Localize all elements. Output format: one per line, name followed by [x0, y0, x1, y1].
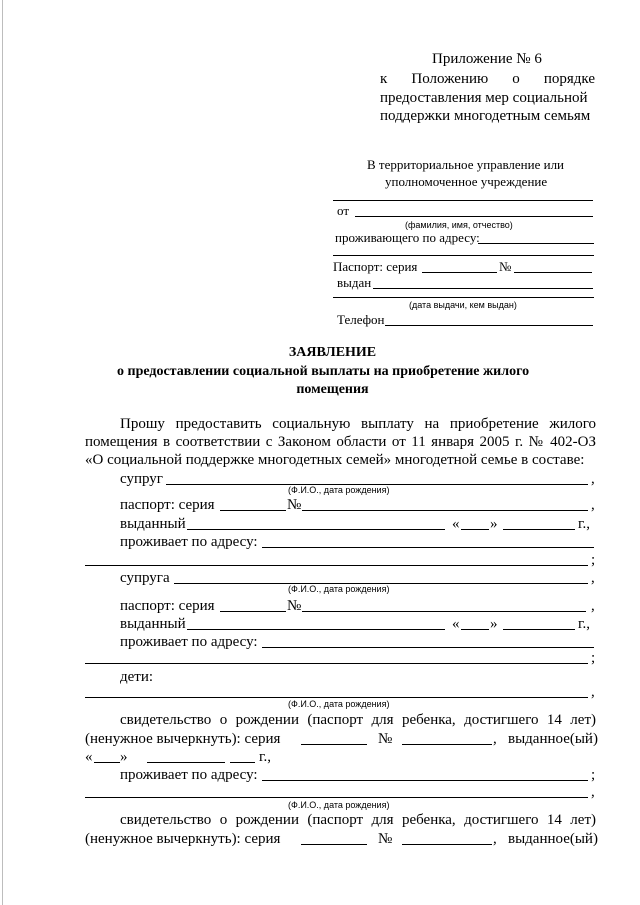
semicolon: ; [591, 552, 596, 568]
passport-number-line[interactable] [514, 272, 592, 273]
spouse-m-number-line[interactable] [302, 510, 588, 511]
address-label: проживающего по адресу: [335, 230, 480, 245]
child2-series-line[interactable] [301, 844, 367, 845]
comma: , [591, 684, 595, 700]
passport-issued-line2[interactable] [333, 297, 594, 298]
year-suffix: г., [578, 516, 590, 532]
child2-number-sign: № [378, 831, 393, 847]
spouse-f-series-line[interactable] [220, 611, 286, 612]
spouse-f-number-line[interactable] [302, 611, 586, 612]
comma: , [493, 831, 497, 847]
child-number-sign: № [378, 731, 393, 747]
spouse-m-series-line[interactable] [220, 510, 286, 511]
spouse-m-passport-label: паспорт: серия [120, 497, 215, 513]
quote-open: « [452, 516, 460, 532]
quote-open: « [85, 749, 93, 765]
spouse-f-issued-label: выданный [120, 616, 186, 632]
child-cert-line2: (ненужное вычеркнуть): серия [85, 731, 281, 747]
spouse-m-number-sign: № [287, 497, 302, 513]
comma: , [493, 731, 497, 747]
passport-number-sign: № [499, 259, 512, 274]
child2-hint: (Ф.И.О., дата рождения) [288, 800, 390, 810]
spouse-f-label: супруга [120, 570, 170, 586]
child-address-label: проживает по адресу: [120, 767, 258, 783]
spouse-f-day-line[interactable] [461, 629, 489, 630]
comma: , [591, 570, 595, 586]
recipient-blank-line[interactable] [333, 200, 593, 201]
child-year-line[interactable] [230, 762, 255, 763]
applicant-address-line[interactable] [478, 243, 594, 244]
document-subtitle-2: помещения [296, 382, 369, 397]
recipient-line2: уполномоченное учреждение [385, 174, 548, 189]
child2-number-line[interactable] [402, 844, 492, 845]
recipient-line1: В территориальное управление или [367, 157, 565, 172]
from-label: от [337, 203, 350, 218]
document-subtitle-1: о предоставлении социальной выплаты на приобретение жилого [117, 364, 530, 379]
appendix-line2: предоставления мер социальной [380, 90, 588, 106]
spouse-f-address-line2[interactable] [85, 663, 588, 664]
child-day-line[interactable] [94, 762, 120, 763]
child-hint: (Ф.И.О., дата рождения) [288, 699, 390, 709]
appendix-line1: к Положению о порядке [380, 71, 595, 87]
child-address-line[interactable] [262, 780, 588, 781]
children-label: дети: [120, 669, 154, 685]
spouse-f-number-sign: № [287, 598, 302, 614]
comma: , [591, 784, 595, 800]
applicant-fio-line[interactable] [355, 216, 593, 217]
comma: , [591, 497, 595, 513]
spouse-m-month-line[interactable] [503, 529, 575, 530]
child-number-line[interactable] [402, 744, 492, 745]
spouse-m-address-line2[interactable] [85, 565, 588, 566]
issue-hint: (дата выдачи, кем выдан) [409, 300, 517, 310]
child-month-line[interactable] [147, 762, 225, 763]
semicolon: ; [591, 650, 596, 666]
child2-cert-line2: (ненужное вычеркнуть): серия [85, 831, 281, 847]
child-fio-line[interactable] [85, 697, 588, 698]
spouse-m-address-label: проживает по адресу: [120, 534, 258, 550]
spouse-f-address-label: проживает по адресу: [120, 634, 258, 650]
spouse-f-hint: (Ф.И.О., дата рождения) [288, 584, 390, 594]
fio-hint: (фамилия, имя, отчество) [405, 220, 513, 230]
comma: , [591, 598, 595, 614]
spouse-m-hint: (Ф.И.О., дата рождения) [288, 485, 390, 495]
child2-cert-line1: свидетельство о рождении (паспорт для ребенка, достигшего 14 лет) [120, 812, 596, 828]
spouse-m-issued-label: выданный [120, 516, 186, 532]
quote-close: » [490, 516, 498, 532]
intro-line2: помещения в соответствии с Законом области от 11 января 2005 г. № 402-ОЗ [85, 434, 596, 450]
semicolon: ; [591, 767, 596, 783]
spouse-f-month-line[interactable] [503, 629, 575, 630]
issued-label: выдан [337, 275, 372, 290]
spouse-m-issued-line[interactable] [187, 529, 445, 530]
intro-line3: «О социальной поддержке многодетных семей» многодетной семье в составе: [85, 452, 585, 468]
appendix-title: Приложение № 6 [432, 51, 542, 67]
spouse-m-day-line[interactable] [461, 529, 489, 530]
spouse-m-label: супруг [120, 471, 163, 487]
phone-line[interactable] [385, 325, 593, 326]
applicant-address-line2[interactable] [333, 255, 594, 256]
phone-label: Телефон [337, 312, 385, 327]
spouse-f-issued-line[interactable] [187, 629, 445, 630]
year-suffix: г., [259, 749, 271, 765]
child2-issued-word: выданное(ый) [508, 831, 598, 847]
quote-close: » [490, 616, 498, 632]
spouse-m-address-line[interactable] [262, 547, 594, 548]
passport-series-line[interactable] [422, 272, 497, 273]
intro-line1: Прошу предоставить социальную выплату на приобретение жилого [120, 416, 596, 432]
document-title: ЗАЯВЛЕНИЕ [288, 345, 377, 360]
scan-edge [2, 0, 3, 905]
passport-series-label: Паспорт: серия [333, 259, 418, 274]
year-suffix: г., [578, 616, 590, 632]
child-cert-line1: свидетельство о рождении (паспорт для ребенка, достигшего 14 лет) [120, 712, 596, 728]
appendix-line3: поддержки многодетным семьям [380, 108, 591, 124]
spouse-f-passport-label: паспорт: серия [120, 598, 215, 614]
spouse-f-address-line[interactable] [262, 647, 594, 648]
passport-issued-line[interactable] [373, 288, 593, 289]
child-series-line[interactable] [301, 744, 367, 745]
comma: , [591, 471, 595, 487]
child-issued-word: выданное(ый) [508, 731, 598, 747]
quote-open: « [452, 616, 460, 632]
child2-fio-line[interactable] [85, 797, 588, 798]
quote-close: » [120, 749, 128, 765]
